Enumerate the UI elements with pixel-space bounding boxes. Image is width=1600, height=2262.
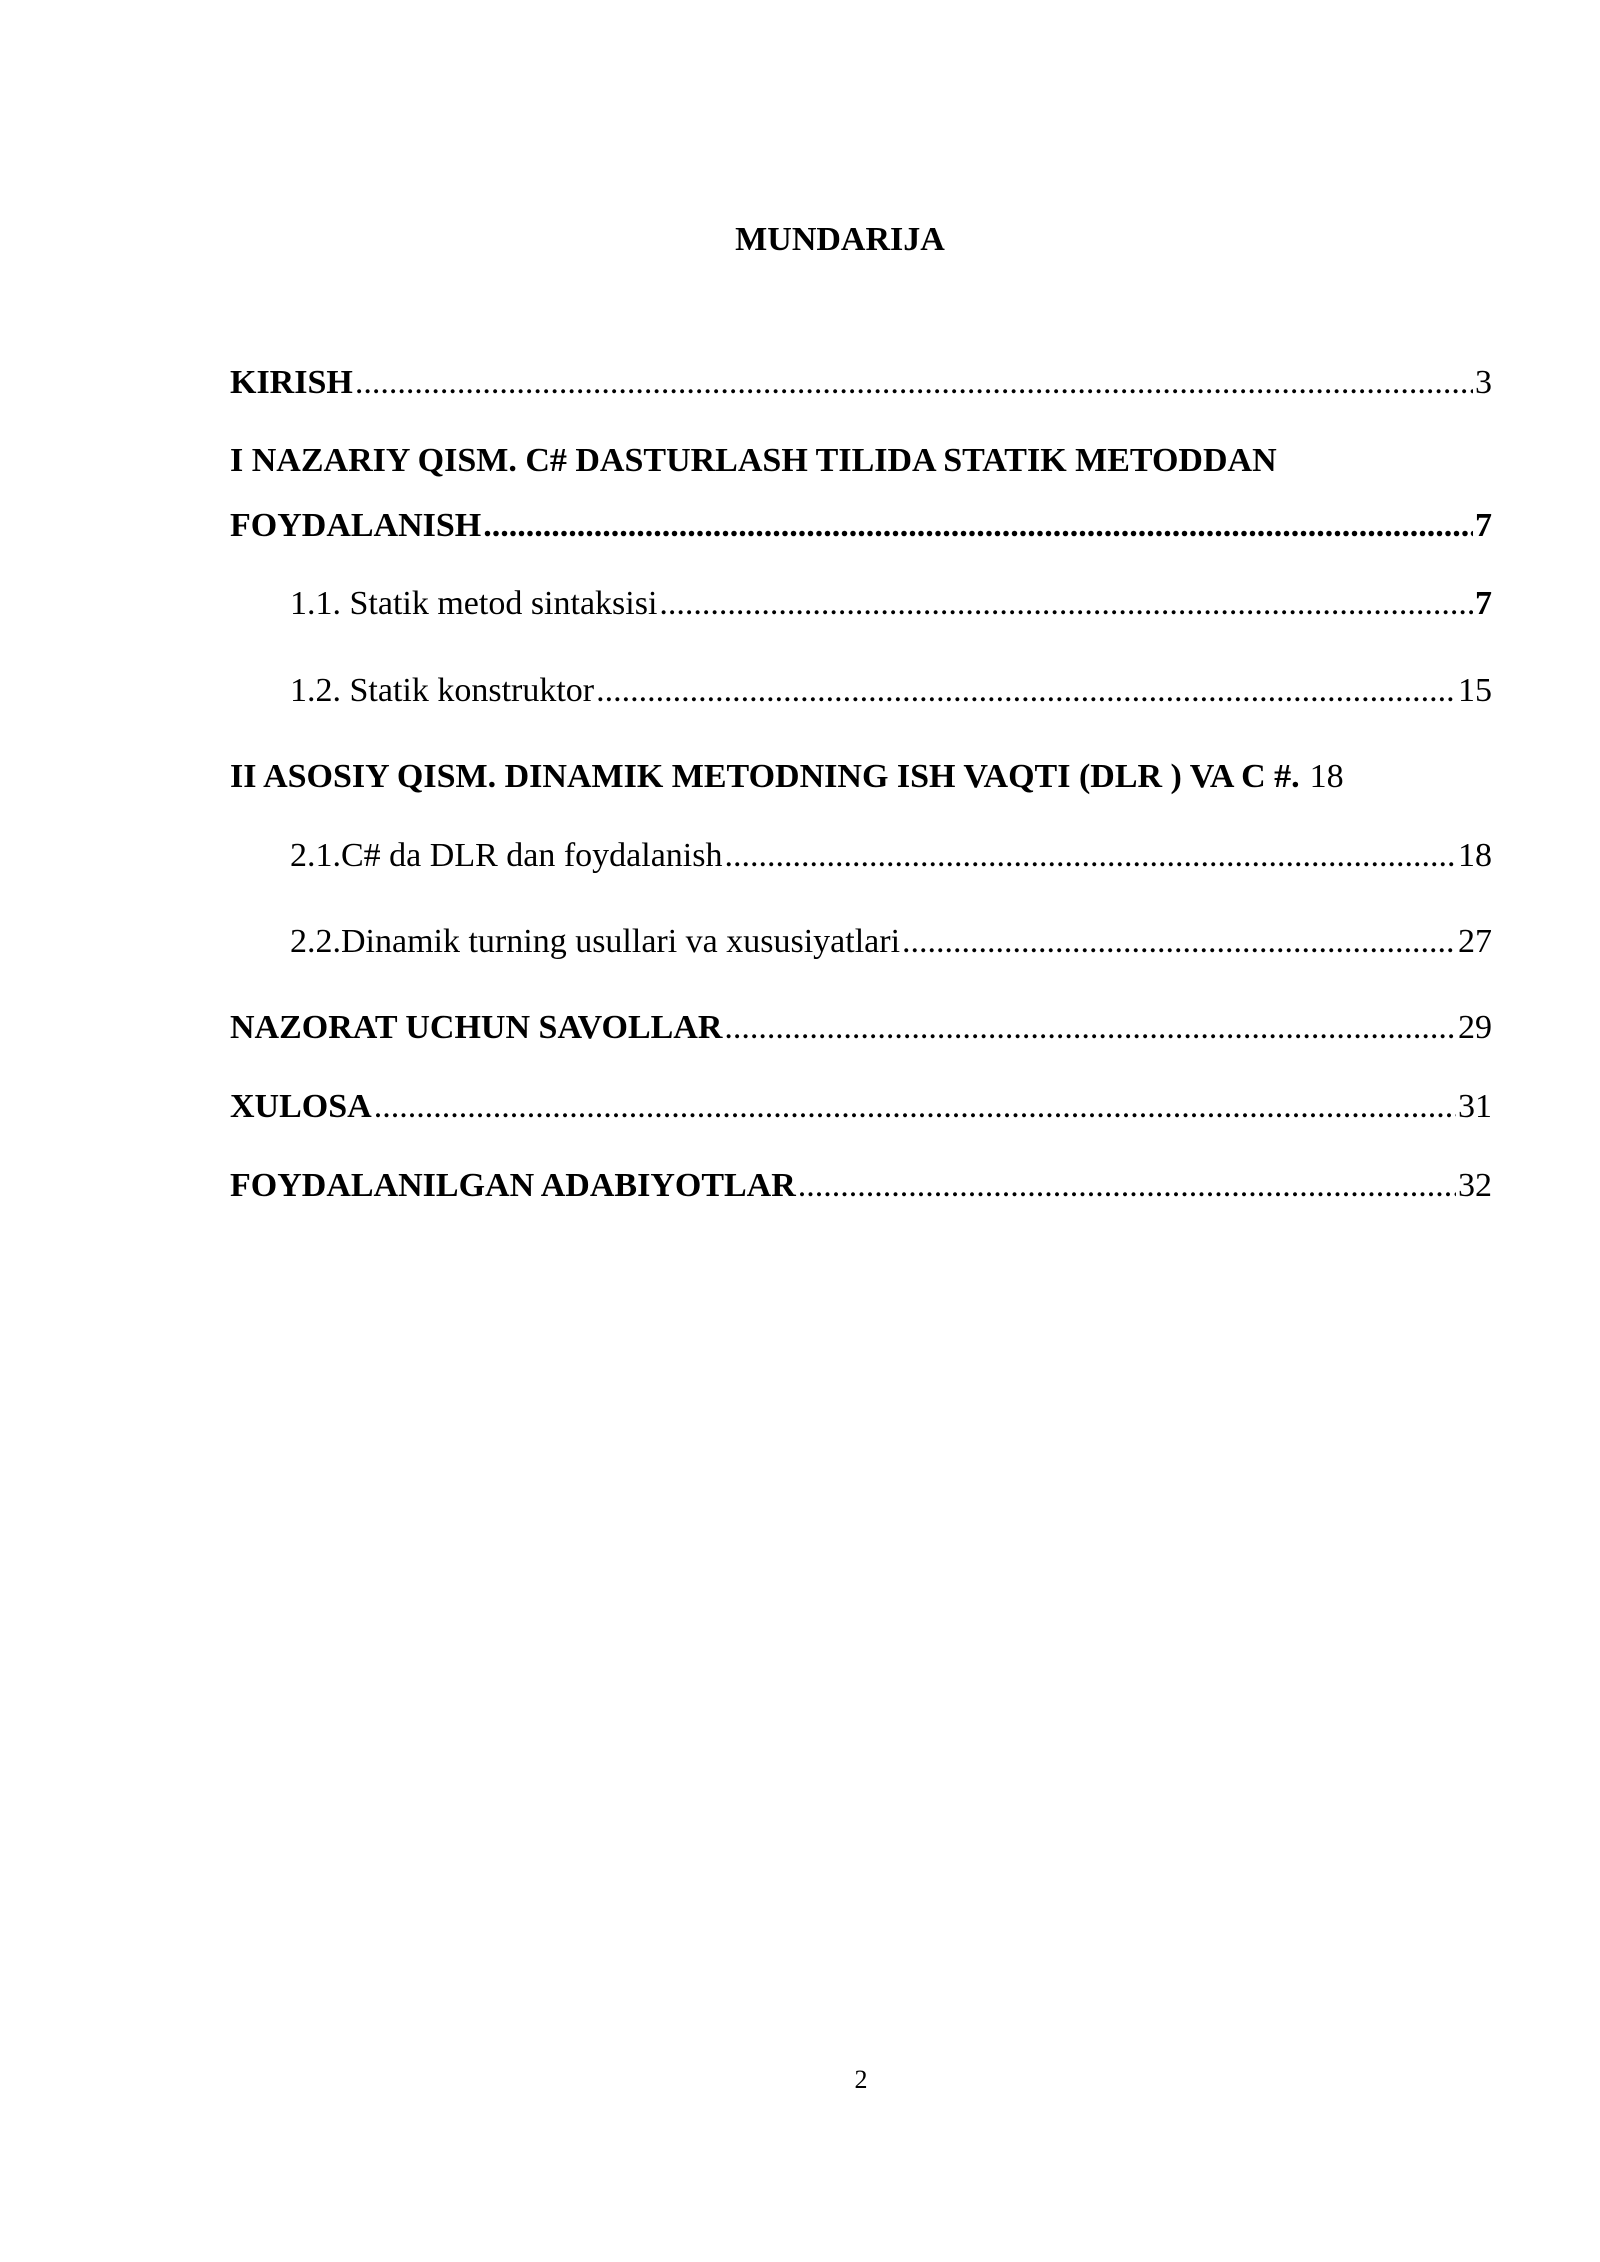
toc-entry-label: 2.1.C# da DLR dan foydalanish	[290, 837, 723, 874]
toc-entry-label: FOYDALANILGAN ADABIYOTLAR	[230, 1167, 796, 1204]
toc-entry-page: 18	[1458, 837, 1492, 874]
toc-leader-dots	[659, 580, 1473, 628]
toc-entry-adabiyotlar[interactable]	[230, 1162, 1492, 1210]
toc-entry-label: XULOSA	[230, 1088, 372, 1125]
toc-entry-page: 7	[1475, 507, 1492, 544]
toc-entry-label: KIRISH	[230, 364, 353, 401]
toc-entry-nazorat[interactable]	[230, 1004, 1492, 1052]
toc-entry-label: FOYDALANISH	[230, 507, 482, 544]
toc-entry-1-2[interactable]	[290, 667, 1492, 715]
toc-entry-page: 27	[1458, 923, 1492, 960]
toc-leader-dots	[355, 359, 1473, 407]
toc-entry-page: 7	[1475, 585, 1492, 622]
toc-entry-label: 1.2. Statik konstruktor	[290, 672, 595, 709]
page-title: MUNDARIJA	[735, 221, 945, 258]
toc-leader-dots	[724, 1004, 1456, 1052]
toc-leader-dots	[596, 667, 1456, 715]
toc-entry-kirish[interactable]	[230, 359, 1492, 407]
toc-entry-page: 15	[1458, 672, 1492, 709]
toc-entry-2-2[interactable]	[290, 918, 1492, 966]
toc-entry-xulosa[interactable]	[230, 1083, 1492, 1131]
toc-entry-2-1[interactable]	[290, 832, 1492, 880]
toc-entry-label: NAZORAT UCHUN SAVOLLAR	[230, 1009, 723, 1046]
page-number: 2	[854, 2065, 868, 2094]
toc-entry-part1-line1[interactable]: I NAZARIY QISM. C# DASTURLASH TILIDA STATIK METODDAN	[230, 442, 1277, 479]
toc-entry-part2[interactable]	[230, 753, 1492, 801]
toc-leader-dots	[902, 918, 1456, 966]
toc-leader-dots	[374, 1083, 1456, 1131]
toc-entry-part1[interactable]	[230, 502, 1492, 550]
toc-entry-label: II ASOSIY QISM. DINAMIK METODNING ISH VAQTI (DLR ) VA C #.	[230, 758, 1300, 795]
toc-entry-page: 18	[1309, 758, 1344, 795]
toc-entry-label: 1.1. Statik metod sintaksisi	[290, 585, 658, 622]
toc-entry-label: 2.2.Dinamik turning usullari va xususiyatlari	[290, 923, 901, 960]
toc-leader-dots	[725, 832, 1457, 880]
toc-leader-dots	[798, 1162, 1456, 1210]
toc-leader-dots	[483, 502, 1473, 550]
toc-entry-page: 32	[1458, 1167, 1492, 1204]
toc-entry-page: 3	[1475, 364, 1492, 401]
toc-entry-page: 31	[1458, 1088, 1492, 1125]
toc-entry-1-1[interactable]	[290, 580, 1492, 628]
toc-entry-page: 29	[1458, 1009, 1492, 1046]
